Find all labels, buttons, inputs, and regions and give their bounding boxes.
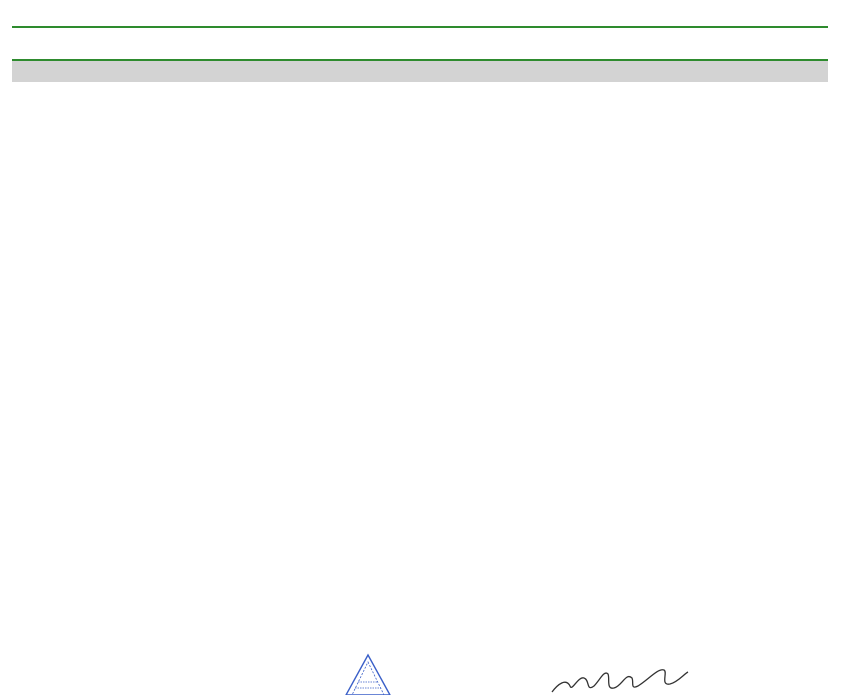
section-title	[12, 61, 828, 82]
table-header	[12, 0, 828, 28]
stamp-icon	[340, 652, 400, 695]
signature-icon	[548, 664, 698, 695]
